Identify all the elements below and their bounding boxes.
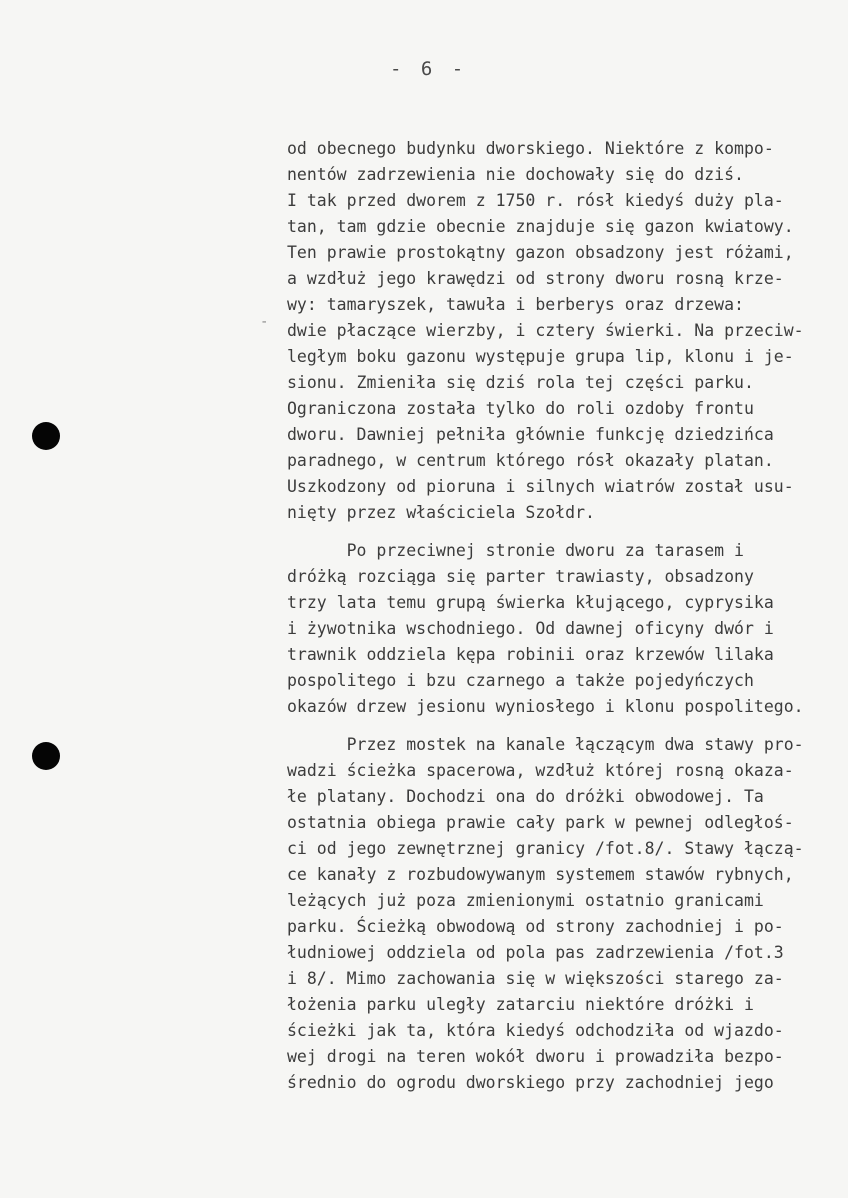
text-line: paradnego, w centrum którego rósł okazały platan. xyxy=(287,451,774,470)
text-line: nięty przez właściciela Szołdr. xyxy=(287,503,595,522)
text-line: parku. Ścieżką obwodową od strony zachodniej i po- xyxy=(287,917,784,936)
text-line: łudniowej oddziela od pola pas zadrzewienia /fot.3 xyxy=(287,943,784,962)
punch-hole-top xyxy=(32,422,60,450)
text-line: dróżką rozciąga się parter trawiasty, obsadzony xyxy=(287,567,754,586)
text-line: ścieżki jak ta, która kiedyś odchodziła od wjazdo- xyxy=(287,1021,784,1040)
margin-mark: - xyxy=(260,314,269,330)
text-line: i 8/. Mimo zachowania się w większości starego za- xyxy=(287,969,784,988)
text-line: od obecnego budynku dworskiego. Niektóre z kompo- xyxy=(287,139,774,158)
text-line: trzy lata temu grupą świerka kłującego, cyprysika xyxy=(287,593,774,612)
text-line: ce kanały z rozbudowywanym systemem stawów rybnych, xyxy=(287,865,794,884)
text-line: nentów zadrzewienia nie dochowały się do dziś. xyxy=(287,165,744,184)
text-line: ległym boku gazonu występuje grupa lip, klonu i je- xyxy=(287,347,794,366)
text-line: ci od jego zewnętrznej granicy /fot.8/. Stawy łączą- xyxy=(287,839,804,858)
text-line: łe platany. Dochodzi ona do dróżki obwodowej. Ta xyxy=(287,787,764,806)
text-line: a wzdłuż jego krawędzi od strony dworu rosną krze- xyxy=(287,269,784,288)
text-line: wy: tamaryszek, tawuła i berberys oraz drzewa: xyxy=(287,295,744,314)
text-line: dworu. Dawniej pełniła głównie funkcję dziedzińca xyxy=(287,425,774,444)
text-line: okazów drzew jesionu wyniosłego i klonu pospolitego. xyxy=(287,697,804,716)
text-line: pospolitego i bzu czarnego a także pojedyńczych xyxy=(287,671,754,690)
text-line: Ograniczona została tylko do roli ozdoby frontu xyxy=(287,399,754,418)
text-line: Uszkodzony od pioruna i silnych wiatrów został usu- xyxy=(287,477,794,496)
text-line: tan, tam gdzie obecnie znajduje się gazon kwiatowy. xyxy=(287,217,794,236)
text-line: wadzi ścieżka spacerowa, wzdłuż której rosną okaza- xyxy=(287,761,794,780)
text-line: wej drogi na teren wokół dworu i prowadziła bezpo- xyxy=(287,1047,784,1066)
text-line: Ten prawie prostokątny gazon obsadzony jest różami, xyxy=(287,243,794,262)
text-line: Przez mostek na kanale łączącym dwa stawy pro- xyxy=(287,735,804,754)
text-line: trawnik oddziela kępa robinii oraz krzewów lilaka xyxy=(287,645,774,664)
text-line: łożenia parku uległy zatarciu niektóre dróżki i xyxy=(287,995,754,1014)
text-line: sionu. Zmieniła się dziś rola tej części parku. xyxy=(287,373,754,392)
text-line: i żywotnika wschodniego. Od dawnej oficyny dwór i xyxy=(287,619,774,638)
text-line: leżących już poza zmienionymi ostatnio granicami xyxy=(287,891,764,910)
text-line: ostatnia obiega prawie cały park w pewnej odległoś- xyxy=(287,813,794,832)
text-line: Po przeciwnej stronie dworu za tarasem i xyxy=(287,541,744,560)
text-line: dwie płaczące wierzby, i cztery świerki. Na przeciw- xyxy=(287,321,804,340)
text-line: I tak przed dworem z 1750 r. rósł kiedyś duży pla- xyxy=(287,191,784,210)
page-number: - 6 - xyxy=(390,58,468,80)
punch-hole-bottom xyxy=(32,742,60,770)
text-line: średnio do ogrodu dworskiego przy zachodniej jego xyxy=(287,1073,774,1092)
